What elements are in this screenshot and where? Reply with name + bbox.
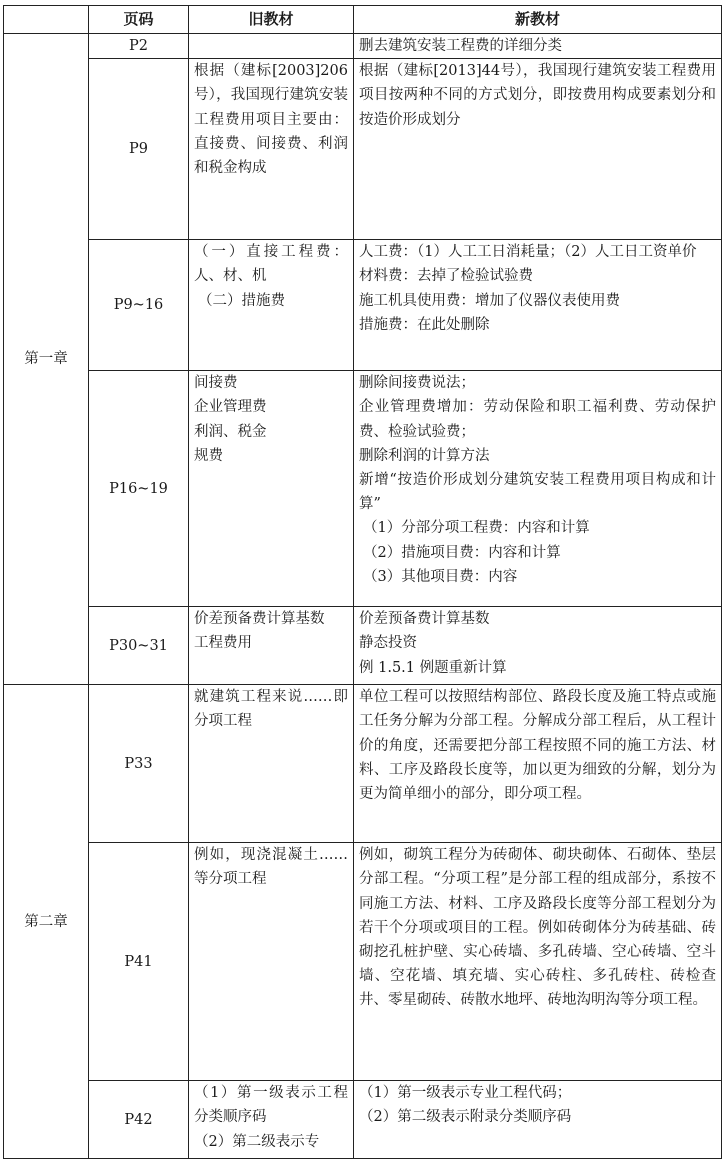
old-line: 利润、税金 bbox=[194, 423, 267, 440]
table-row bbox=[4, 685, 722, 843]
table-row bbox=[4, 843, 722, 1081]
new-line: 删去建筑安装工程费的详细分类 bbox=[359, 38, 562, 54]
page-cell: P42 bbox=[89, 1081, 189, 1159]
old-content-cell bbox=[189, 1081, 354, 1159]
page-cell: P2 bbox=[89, 34, 189, 59]
new-line: 删除间接费说法； bbox=[359, 375, 475, 392]
table-row bbox=[4, 371, 722, 607]
table-row bbox=[4, 1081, 722, 1159]
old-content-cell bbox=[189, 59, 354, 240]
new-line: （1）第一级表示专业工程代码； bbox=[359, 1085, 572, 1102]
old-line: 价差预备费计算基数 bbox=[194, 611, 325, 628]
new-content-cell bbox=[354, 59, 722, 240]
old-line: （1）第一级表示工程分类顺序码 bbox=[194, 1085, 348, 1126]
table-row bbox=[4, 34, 722, 59]
new-content-cell bbox=[354, 607, 722, 685]
old-line: 例如，现浇混凝土……等分项工程 bbox=[194, 847, 348, 888]
page-cell: P9~16 bbox=[89, 240, 189, 371]
old-line: （二）措施费 bbox=[198, 292, 285, 309]
header-new-textbook: 新教材 bbox=[354, 6, 722, 34]
page-cell: P33 bbox=[89, 685, 189, 843]
new-content-cell bbox=[354, 685, 722, 843]
new-line: 施工机具使用费：增加了仪器仪表使用费 bbox=[359, 292, 620, 309]
old-content-cell bbox=[189, 240, 354, 371]
new-line: 企业管理费增加：劳动保险和职工福利费、劳动保护费、检验试验费； bbox=[359, 399, 716, 440]
comparison-table bbox=[3, 5, 722, 1159]
chapter-cell: 第二章 bbox=[4, 685, 89, 1159]
page-cell: P30~31 bbox=[89, 607, 189, 685]
table-row bbox=[4, 240, 722, 371]
new-line: 新增“按造价形成划分建筑安装工程费用项目构成和计算” bbox=[359, 472, 716, 513]
new-line: （1）分部分项工程费：内容和计算 bbox=[363, 520, 590, 537]
old-line: 根据（建标[2003]206号），我国现行建筑安装工程费用项目主要由：直接费、间接费、利润和税金构成 bbox=[194, 63, 348, 177]
new-content-cell bbox=[354, 240, 722, 371]
old-content-cell bbox=[189, 685, 354, 843]
old-line: 工程费用 bbox=[194, 635, 252, 652]
new-content-cell bbox=[354, 1081, 722, 1159]
new-line: 单位工程可以按照结构部位、路段长度及施工特点或施工任务分解为分部工程。分解成分部工程后，从工程计价的角度，还需要把分部工程按照不同的施工方法、材料、工序及路段长度等，加以更为细致的分解，划分为更为简单细小的部分，即分项工程。 bbox=[359, 689, 716, 803]
table-row bbox=[4, 59, 722, 240]
header-page: 页码 bbox=[89, 6, 189, 34]
page-cell: P41 bbox=[89, 843, 189, 1081]
old-line: 间接费 bbox=[194, 375, 238, 392]
new-line: （3）其他项目费：内容 bbox=[363, 568, 518, 585]
new-content-cell bbox=[354, 34, 722, 59]
new-line: （2）第二级表示附录分类顺序码 bbox=[359, 1109, 572, 1126]
new-line: 措施费：在此处删除 bbox=[359, 316, 490, 333]
new-line: 材料费：去掉了检验试验费 bbox=[359, 268, 533, 285]
old-line: 就建筑工程来说……即分项工程 bbox=[194, 689, 348, 730]
new-line: 根据（建标[2013]44号），我国现行建筑安装工程费用项目按两种不同的方式划分，即按费用构成要素划分和按造价形成划分 bbox=[359, 63, 716, 128]
old-line: （一）直接工程费：人、材、机 bbox=[194, 244, 348, 285]
new-content-cell bbox=[354, 371, 722, 607]
table-row bbox=[4, 607, 722, 685]
header-old-textbook: 旧教材 bbox=[189, 6, 354, 34]
old-content-cell bbox=[189, 34, 354, 59]
old-line: （2）第二级表示专 bbox=[194, 1133, 320, 1150]
old-line: 企业管理费 bbox=[194, 399, 267, 416]
new-line: （2）措施项目费：内容和计算 bbox=[363, 544, 561, 561]
old-line: 规费 bbox=[194, 447, 223, 464]
new-line: 人工费：（1）人工工日消耗量；（2）人工日工资单价 bbox=[359, 244, 697, 261]
old-content-cell bbox=[189, 371, 354, 607]
new-line: 静态投资 bbox=[359, 635, 417, 652]
old-content-cell bbox=[189, 607, 354, 685]
old-content-cell bbox=[189, 843, 354, 1081]
new-line: 例 1.5.1 例题重新计算 bbox=[359, 659, 507, 676]
comparison-table-wrapper bbox=[3, 5, 721, 1159]
new-line: 例如，砌筑工程分为砖砌体、砌块砌体、石砌体、垫层分部工程。“分项工程”是分部工程的组成部分，系按不同施工方法、材料、工序及路段长度等分部工程划分为若干个分项或项目的工程。例如砖砌体分为砖基础、砖砌挖孔桩护壁、实心砖墙、多孔砖墙、空心砖墙、空斗墙、空花墙、填充墙、实心砖柱、多孔砖柱、砖检查井、零星砌砖、砖散水地坪、砖地沟明沟等分项工程。 bbox=[359, 847, 716, 1009]
header-row bbox=[4, 6, 722, 34]
new-content-cell bbox=[354, 843, 722, 1081]
page-cell: P9 bbox=[89, 59, 189, 240]
page-cell: P16~19 bbox=[89, 371, 189, 607]
new-line: 删除利润的计算方法 bbox=[359, 447, 490, 464]
new-line: 价差预备费计算基数 bbox=[359, 611, 490, 628]
header-chapter bbox=[4, 6, 89, 34]
chapter-cell: 第一章 bbox=[4, 34, 89, 685]
